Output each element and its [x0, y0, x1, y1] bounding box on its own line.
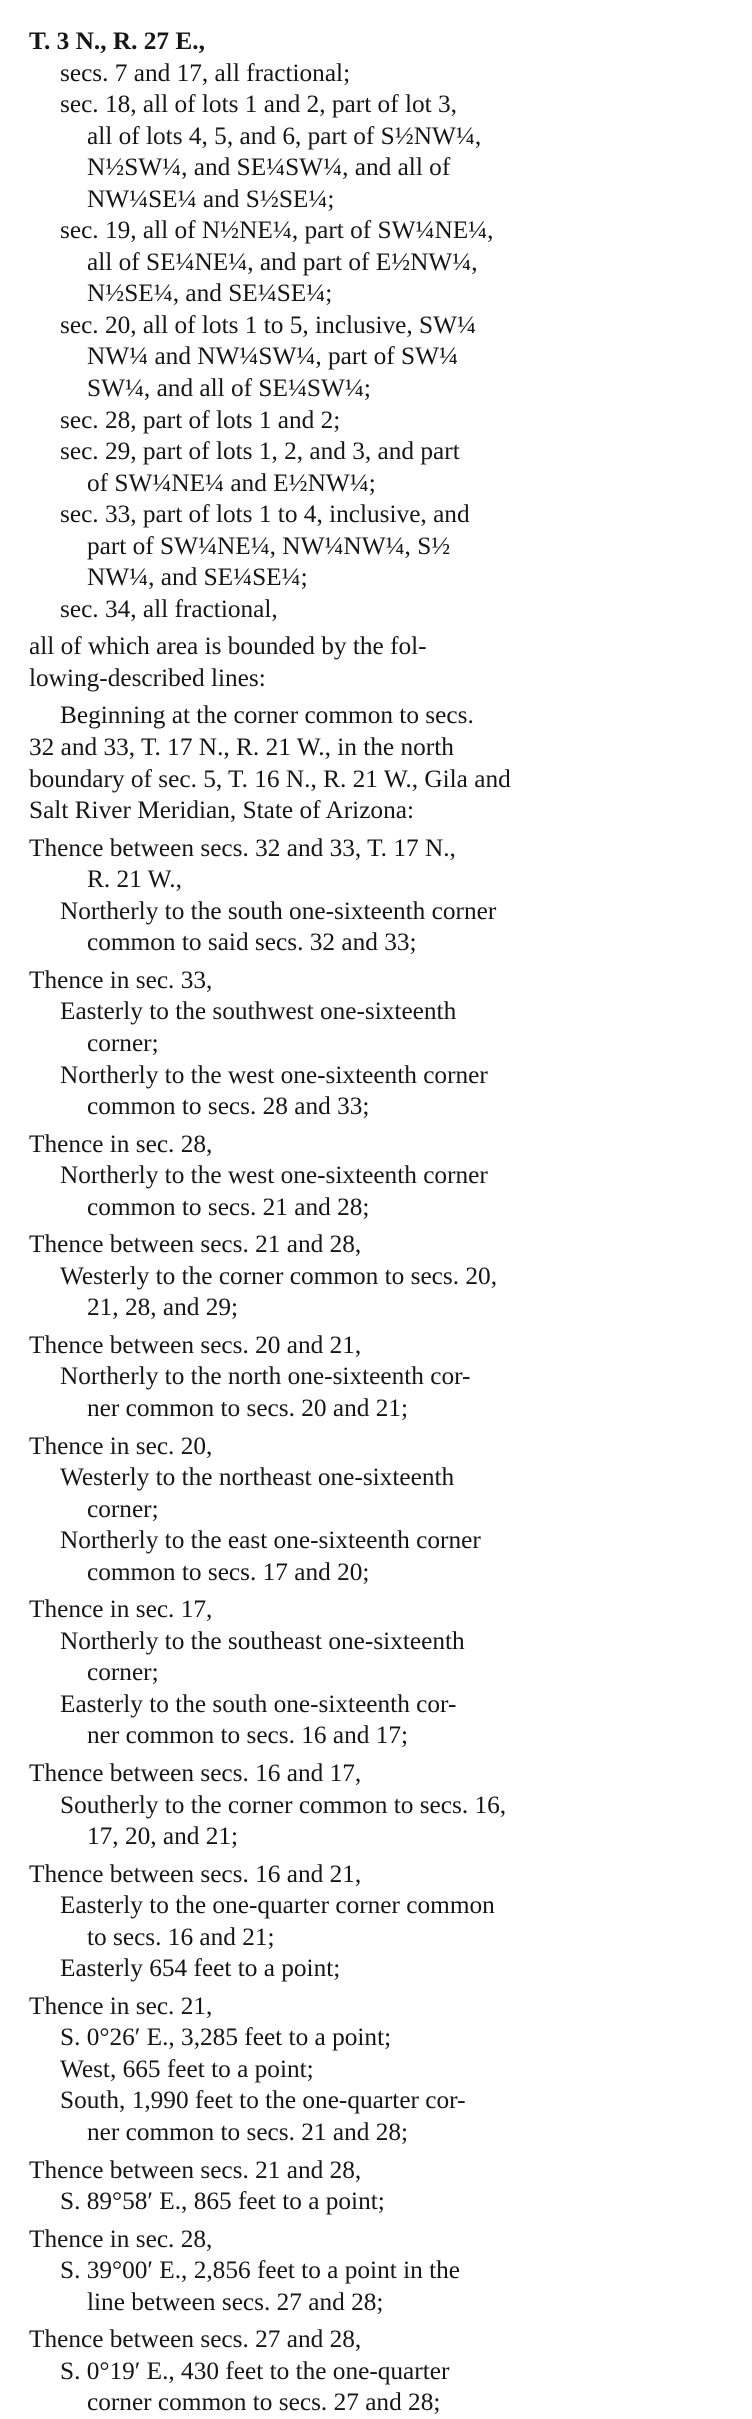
- course-heading: Thence between secs. 16 and 17,: [29, 1758, 362, 1787]
- beginning-line: Beginning at the corner common to secs.: [60, 701, 474, 730]
- course-call: Westerly to the northeast one-sixteenth: [60, 1463, 455, 1492]
- course-call: S. 89°58′ E., 865 feet to a point;: [60, 2187, 385, 2216]
- course-call: Northerly to the southeast one-sixteenth: [60, 1626, 465, 1655]
- section-line: sec. 29, part of lots 1, 2, and 3, and part: [60, 437, 460, 466]
- section-entry: [29, 499, 730, 594]
- section-line: sec. 34, all fractional,: [60, 594, 278, 623]
- course-heading: Thence in sec. 33,: [29, 965, 213, 994]
- course-block: [29, 2224, 730, 2319]
- beginning-line: boundary of sec. 5, T. 16 N., R. 21 W., Gila and: [29, 764, 511, 793]
- section-entry: [29, 58, 730, 90]
- course-heading: Thence in sec. 21,: [29, 1991, 213, 2020]
- course-call: common to secs. 17 and 20;: [87, 1557, 370, 1586]
- course-block: [29, 833, 730, 959]
- section-entry: [29, 436, 730, 499]
- course-call: S. 0°26′ E., 3,285 feet to a point;: [60, 2023, 392, 2052]
- course-block: [29, 1229, 730, 1324]
- section-line: sec. 20, all of lots 1 to 5, inclusive, SW¼: [60, 310, 476, 339]
- section-line: secs. 7 and 17, all fractional;: [60, 58, 351, 87]
- beginning-paragraph: [29, 700, 730, 826]
- course-call: Northerly to the south one-sixteenth corner: [60, 896, 497, 925]
- course-call: Northerly to the west one-sixteenth corner: [60, 1161, 488, 1190]
- course-call: ner common to secs. 20 and 21;: [87, 1393, 409, 1422]
- section-entry: [29, 89, 730, 215]
- course-call: Westerly to the corner common to secs. 20,: [60, 1261, 498, 1290]
- beginning-line: 32 and 33, T. 17 N., R. 21 W., in the north: [29, 733, 454, 762]
- course-call: Easterly to the south one-sixteenth cor-: [60, 1689, 457, 1718]
- course-call: Easterly to the one-quarter corner common: [60, 1891, 495, 1920]
- section-entry: [29, 310, 730, 405]
- course-block: [29, 1330, 730, 1425]
- course-call: common to said secs. 32 and 33;: [87, 928, 417, 957]
- bounded-line: all of which area is bounded by the fol-: [29, 632, 427, 661]
- course-call: Easterly to the southwest one-sixteenth: [60, 997, 457, 1026]
- course-call: ner common to secs. 21 and 28;: [87, 2118, 409, 2146]
- section-line: all of SE¼NE¼, and part of E½NW¼,: [87, 247, 478, 276]
- section-list: [29, 58, 730, 626]
- section-entry: [29, 405, 730, 437]
- course-heading: Thence between secs. 21 and 28,: [29, 1230, 362, 1259]
- course-call: corner common to secs. 27 and 28;: [87, 2388, 441, 2417]
- section-line: part of SW¼NE¼, NW¼NW¼, S½: [87, 531, 451, 560]
- course-call: corner;: [87, 1494, 159, 1523]
- course-call: corner;: [87, 1658, 159, 1687]
- course-block: [29, 2155, 730, 2218]
- course-call: ner common to secs. 16 and 17;: [87, 1721, 409, 1750]
- course-block: [29, 1859, 730, 1985]
- section-line: sec. 33, part of lots 1 to 4, inclusive, and: [60, 500, 470, 529]
- course-call: S. 0°19′ E., 430 feet to the one-quarter: [60, 2356, 450, 2385]
- section-line: sec. 18, all of lots 1 and 2, part of lot 3,: [60, 90, 457, 119]
- course-call: Northerly to the north one-sixteenth cor-: [60, 1362, 471, 1391]
- course-block: [29, 2324, 730, 2419]
- course-block: [29, 1129, 730, 1224]
- course-heading: Thence between secs. 16 and 21,: [29, 1859, 362, 1888]
- course-heading: Thence between secs. 27 and 28,: [29, 2325, 362, 2354]
- course-call: common to secs. 21 and 28;: [87, 1192, 370, 1221]
- course-heading: Thence between secs. 32 and 33, T. 17 N.,: [29, 833, 456, 862]
- course-block: [29, 1594, 730, 1752]
- beginning-line: Salt River Meridian, State of Arizona:: [29, 796, 414, 825]
- course-heading: Thence in sec. 20,: [29, 1431, 213, 1460]
- course-call: South, 1,990 feet to the one-quarter cor-: [60, 2086, 466, 2115]
- section-line: sec. 19, all of N½NE¼, part of SW¼NE¼,: [60, 216, 494, 245]
- section-line: N½SE¼, and SE¼SE¼;: [87, 279, 333, 308]
- course-block: [29, 1758, 730, 1853]
- section-entry: [29, 215, 730, 310]
- course-call: Easterly 654 feet to a point;: [60, 1954, 341, 1983]
- course-heading: R. 21 W.,: [87, 865, 182, 894]
- course-heading: Thence between secs. 20 and 21,: [29, 1330, 362, 1359]
- course-block: [29, 965, 730, 1123]
- section-line: SW¼, and all of SE¼SW¼;: [87, 374, 371, 403]
- course-heading: Thence in sec. 17,: [29, 1595, 213, 1624]
- bounded-intro: [29, 631, 730, 694]
- course-heading: Thence in sec. 28,: [29, 2224, 213, 2253]
- course-call: West, 665 feet to a point;: [60, 2054, 314, 2083]
- section-line: NW¼SE¼ and S½SE¼;: [87, 184, 335, 213]
- course-call: Southerly to the corner common to secs. 16,: [60, 1790, 507, 1819]
- section-line: NW¼ and NW¼SW¼, part of SW¼: [87, 342, 458, 371]
- course-call: to secs. 16 and 21;: [87, 1922, 275, 1951]
- course-call: 17, 20, and 21;: [87, 1822, 239, 1851]
- course-call: 21, 28, and 29;: [87, 1293, 239, 1322]
- course-call: common to secs. 28 and 33;: [87, 1092, 370, 1121]
- course-list: [29, 833, 730, 2419]
- course-call: line between secs. 27 and 28;: [87, 2287, 384, 2316]
- course-call: S. 39°00′ E., 2,856 feet to a point in the: [60, 2256, 460, 2285]
- course-call: Northerly to the east one-sixteenth corner: [60, 1526, 481, 1555]
- section-line: sec. 28, part of lots 1 and 2;: [60, 405, 341, 434]
- course-heading: Thence in sec. 28,: [29, 1129, 213, 1158]
- township-heading: T. 3 N., R. 27 E.,: [29, 27, 205, 55]
- course-call: corner;: [87, 1028, 159, 1057]
- bounded-line: lowing-described lines:: [29, 663, 266, 692]
- section-line: N½SW¼, and SE¼SW¼, and all of: [87, 153, 451, 182]
- section-entry: [29, 594, 730, 626]
- course-heading: Thence between secs. 21 and 28,: [29, 2155, 362, 2184]
- section-line: of SW¼NE¼ and E½NW¼;: [87, 468, 376, 497]
- section-line: all of lots 4, 5, and 6, part of S½NW¼,: [87, 121, 482, 150]
- course-block: [29, 1431, 730, 1589]
- course-call: Northerly to the west one-sixteenth corner: [60, 1060, 488, 1089]
- section-line: NW¼, and SE¼SE¼;: [87, 563, 308, 592]
- course-block: [29, 1991, 730, 2149]
